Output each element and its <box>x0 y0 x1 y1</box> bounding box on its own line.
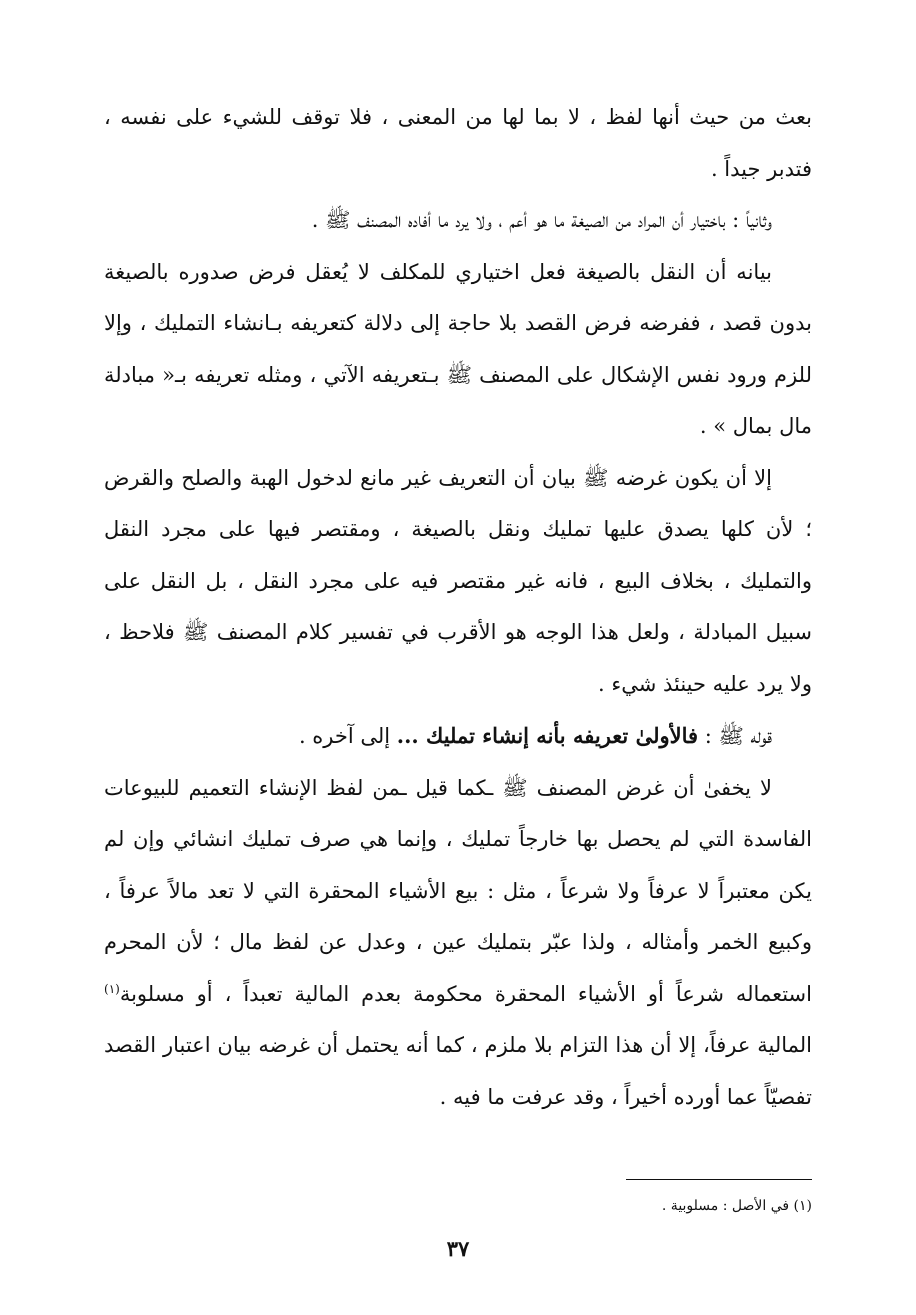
quote-heading <box>104 710 812 763</box>
quote-heading-suffix: إلى آخره . <box>298 724 397 748</box>
footnote-reference-mark: (١) <box>104 981 120 996</box>
commentary-text-before-note: لا يخفىٰ أن غرض المصنف ﷺ ـكما قيل ـمن لفظ الإنشاء التعميم للبيوعات الفاسدة التي لم يحصل بها خارجاً تمليك ، وإنما هي صرف تمليك انشائي وإن لم يكن معتبراً لا عرفاً ولا شرعاً ، مثل : بيع الأشياء المحقرة التي لا تعد مالاً عرفاً ، وكبيع الخمر وأمثاله ، ولذا عبّر بتمليك عين ، وعدل عن لفظ مال ؛ لأن المحرم استعماله شرعاً أو الأشياء المحقرة محكومة بعدم المالية تعبداً ، أو مسلوبة <box>104 775 812 1006</box>
paragraph-continuation: بعث من حيث أنها لفظ ، لا بما لها من المعنى ، فلا توقف للشيء على نفسه ، فتدبر جيداً . <box>104 105 812 181</box>
page-number: ٣٧ <box>446 1236 470 1261</box>
quote-heading-prefix: قوله ﷺ : <box>698 724 772 748</box>
paragraph-explanation: بيانه أن النقل بالصيغة فعل اختياري للمكلف لا يُعقل فرض صدوره بالصيغة بدون قصد ، ففرضه فرض القصد بلا حاجة إلى دلالة كتعريفه بـانشاء التمليك ، وإلا للزم ورود نفس الإشكال على المصنف ﷺ بـتعريفه الآتي ، ومثله تعريفه بـ« مبادلة مال بمال » . <box>104 259 812 438</box>
paragraph-commentary <box>104 763 812 1124</box>
footnote: (١) في الأصل : مسلوبية . <box>661 1198 812 1214</box>
paragraph-exception: إلا أن يكون غرضه ﷺ بيان أن التعريف غير مانع لدخول الهبة والصلح والقرض ؛ لأن كلها يصدق عليها تمليك ونقل بالصيغة ، ومقتصر فيها على مجرد النقل والتمليك ، بخلاف البيع ، فانه غير مقتصر فيه على مجرد النقل ، بل النقل على سبيل المبادلة ، ولعل هذا الوجه هو الأقرب في تفسير كلام المصنف ﷺ فلاحظ ، ولا يرد عليه حينئذ شيء . <box>104 465 812 696</box>
quote-heading-bold: فالأولىٰ تعريفه بأنه إنشاء تمليك ... <box>396 723 699 748</box>
main-text <box>104 92 812 1123</box>
footnote-separator <box>626 1179 812 1180</box>
paragraph-secondly: وثانياً : باختيار أن المراد من الصيغة ما هو أعم ، ولا يرد ما أفاده المصنف ﷺ . <box>311 208 772 232</box>
commentary-text-after-note: المالية عرفاً، إلا أن هذا التزام بلا ملزم ، كما أنه يحتمل أن غرضه بيان اعتبار القصد تفصيّاً عما أورده أخيراً ، وقد عرفت ما فيه . <box>104 1033 812 1109</box>
